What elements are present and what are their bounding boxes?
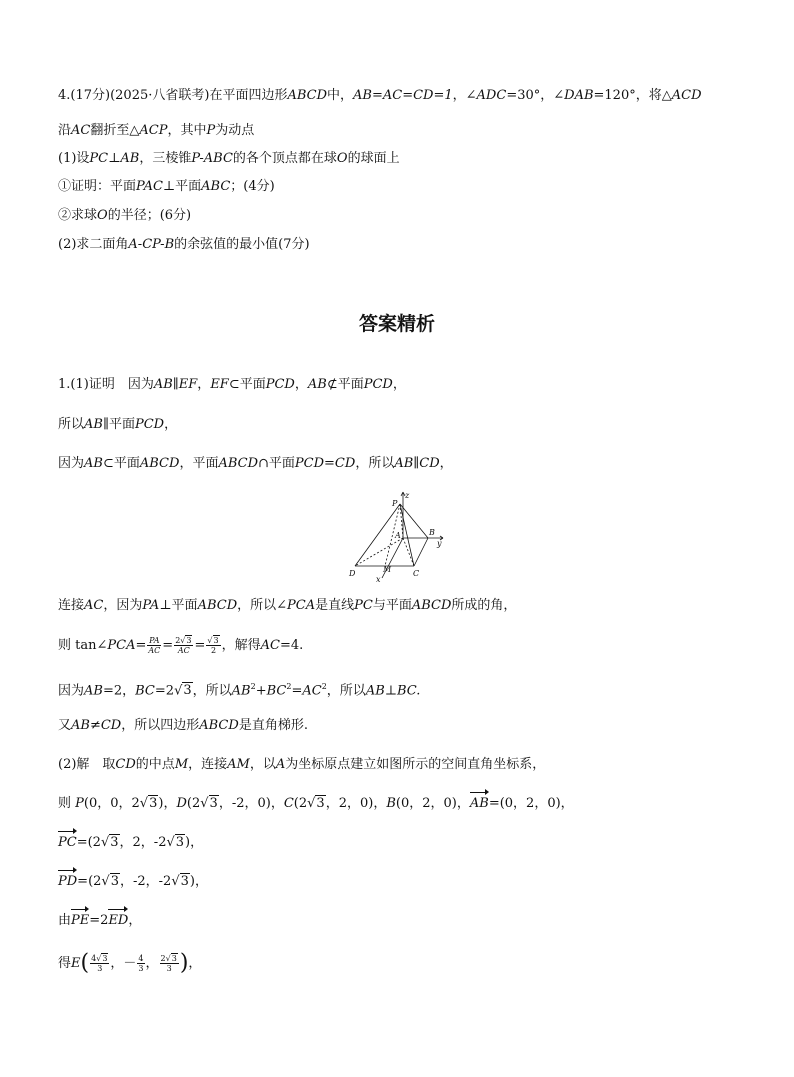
math-text: ABCD — [287, 88, 328, 103]
math-text: ABCD — [199, 718, 239, 733]
text: ，所以 — [192, 683, 232, 699]
text: ，所以∠ — [237, 598, 288, 613]
radicand: 3 — [213, 636, 219, 645]
math-text: AB=AC=CD=1 — [353, 88, 453, 103]
radicand: 3 — [316, 796, 325, 811]
math-text: AB⊄ — [307, 377, 338, 392]
text: =4. — [279, 638, 304, 653]
math-text: AB∥EF — [153, 377, 198, 392]
label-d: D — [349, 569, 356, 578]
text: =(2 — [77, 874, 102, 889]
math-text: M — [174, 757, 189, 772]
text: (2 — [186, 796, 201, 811]
label-x: x — [376, 575, 381, 584]
text: ，连接 — [188, 757, 228, 772]
math-text: AB∥CD — [394, 456, 440, 471]
text: ②求球 — [58, 208, 98, 223]
text: 2 — [160, 954, 166, 963]
text: 平面 — [108, 417, 135, 432]
math-text: ABC — [201, 179, 231, 194]
text: (1)设 — [58, 151, 90, 166]
numerator: √3 — [207, 636, 219, 645]
math-text: AB∥ — [84, 417, 109, 432]
solution-line-8 — [58, 756, 545, 774]
math-text: AC — [260, 638, 280, 653]
problem-q2 — [58, 236, 310, 254]
math-text: AM — [227, 757, 250, 772]
math-text: C — [283, 796, 294, 811]
math-text: A — [275, 757, 286, 772]
text: 由 — [58, 913, 72, 928]
numerator: 2√3 — [160, 954, 177, 963]
text: ，以 — [249, 757, 276, 772]
text: (0，2，0)， — [395, 796, 470, 811]
text: 为坐标原点建立如图所示的空间直角坐标系， — [285, 757, 546, 772]
math-text: ACP — [139, 123, 168, 138]
problem-q1 — [58, 150, 400, 168]
text: (2)解 取 — [58, 757, 116, 772]
radicand: 3 — [180, 874, 189, 889]
radicand: 3 — [171, 954, 177, 963]
denominator: 3 — [166, 964, 172, 973]
solution-line-13 — [58, 950, 202, 976]
math-text: E — [71, 956, 81, 971]
text: 得 — [58, 956, 72, 971]
text: ，2，-2 — [119, 835, 167, 850]
text: 又 — [58, 718, 72, 733]
text: 为动点 — [215, 123, 255, 138]
text: 的余弦值的最小值(7分) — [174, 237, 310, 252]
numerator: 2√3 — [175, 636, 192, 645]
text: 4 — [91, 954, 97, 963]
math-text: ABCD∩ — [218, 456, 269, 471]
text: 与平面 — [372, 598, 412, 613]
numerator: 4 — [138, 954, 144, 963]
text: = — [135, 638, 147, 653]
text: ， — [145, 956, 159, 971]
text: = — [291, 683, 303, 699]
label-a: A — [395, 531, 401, 540]
edge-cb — [414, 538, 428, 566]
text: 平面 — [113, 456, 140, 471]
text: ，因为 — [103, 598, 143, 613]
label-p: P — [392, 499, 398, 508]
math-text: AC — [302, 683, 322, 699]
text: (2 — [293, 796, 308, 811]
math-text: O — [336, 151, 348, 166]
label-y: y — [437, 539, 442, 548]
left-paren: ( — [80, 950, 90, 976]
text: ，解得 — [221, 638, 261, 653]
solution-line-2 — [58, 416, 177, 434]
math-text: PA — [142, 598, 160, 613]
math-text: PCD — [265, 377, 295, 392]
text: 连接 — [58, 598, 85, 613]
math-text: PCD — [134, 417, 165, 432]
math-text: ABCD — [411, 598, 452, 613]
math-text: PAC — [136, 179, 163, 194]
math-text: EF⊂ — [210, 377, 240, 392]
text: 是直线 — [315, 598, 355, 613]
text: 中， — [327, 88, 354, 103]
radicand: 3 — [102, 954, 108, 963]
text: ，所以四边形 — [121, 718, 200, 733]
text: 则 tan∠ — [58, 638, 108, 653]
math-text: ABCD — [197, 598, 238, 613]
fraction — [206, 636, 220, 655]
vector-pc: PC — [58, 835, 77, 850]
text: 平面 — [337, 377, 364, 392]
text: 平面 — [239, 377, 266, 392]
text: ， — [392, 377, 406, 392]
numerator: 4√3 — [91, 954, 108, 963]
text: =2 — [89, 913, 109, 928]
text: ；(4分) — [230, 179, 275, 194]
text: 因为 — [58, 683, 85, 699]
text: =2 — [154, 683, 175, 699]
solution-line-3 — [58, 455, 453, 473]
vector-pd: PD — [58, 874, 78, 889]
radicand: 3 — [110, 835, 119, 850]
math-text: DAB — [564, 88, 594, 103]
text: = — [194, 638, 206, 653]
math-text: AB⊥BC. — [365, 683, 421, 699]
text: 的各个顶点都在球 — [232, 151, 337, 166]
text: =(2 — [76, 835, 101, 850]
fraction — [147, 636, 161, 655]
math-text: AB — [231, 683, 251, 699]
solution-line-11: PD=(2√3，-2，-2√3)， — [58, 874, 208, 889]
radicand: 3 — [186, 636, 192, 645]
text: ，所以 — [326, 683, 366, 699]
text: 是直角梯形. — [238, 718, 308, 733]
math-text: AB≠CD — [71, 718, 122, 733]
problem-line-1 — [58, 87, 702, 105]
denominator: 2 — [210, 646, 217, 655]
math-text: PCA — [107, 638, 136, 653]
math-text: A-CP-B — [128, 237, 175, 252]
radicand: 3 — [175, 835, 185, 850]
text: 的中点 — [135, 757, 175, 772]
text: ， — [197, 377, 211, 392]
math-text: B — [386, 796, 396, 811]
problem-header: 4.(17分)(2025·八省联考)在平面四边形 — [58, 88, 288, 103]
text: =30°，∠ — [506, 88, 565, 103]
vector-pe: PE — [71, 913, 90, 928]
problem-q1-1 — [58, 178, 275, 196]
text: ①证明：平面 — [58, 179, 137, 194]
text: ， — [164, 417, 178, 432]
radicand: 3 — [110, 874, 119, 889]
math-text: ABCD — [139, 456, 180, 471]
exponent: 2 — [286, 682, 292, 691]
math-text: PCD=CD — [294, 456, 356, 471]
fraction — [174, 636, 193, 655]
text: =120°，将△ — [593, 88, 672, 103]
solution-line-12 — [58, 912, 141, 930]
math-text: AB — [120, 151, 140, 166]
problem-line-2 — [58, 122, 254, 140]
exponent: 2 — [321, 682, 327, 691]
text: ，平面 — [179, 456, 219, 471]
answer-title: 答案精析 — [358, 313, 435, 335]
text: 所以 — [58, 417, 85, 432]
pyramid-figure — [345, 490, 450, 584]
fraction — [160, 954, 179, 973]
edge-pc — [400, 504, 414, 566]
math-text: AB⊂ — [84, 456, 114, 471]
fraction — [137, 954, 144, 973]
text: ， — [188, 956, 202, 971]
math-text: PC — [89, 151, 109, 166]
text: 的球面上 — [347, 151, 400, 166]
math-text: PCA — [287, 598, 316, 613]
solution-line-1 — [58, 376, 406, 394]
text: =(0，2，0)， — [488, 796, 574, 811]
solution-line-4 — [58, 597, 516, 615]
text: 因为 — [58, 456, 85, 471]
math-text: O — [97, 208, 108, 223]
math-text: D — [176, 796, 187, 811]
denominator: AC — [177, 646, 190, 655]
text: 翻折至△ — [90, 123, 140, 138]
text: ，2，0)， — [325, 796, 387, 811]
text: + — [255, 683, 267, 699]
math-text: BC — [135, 683, 155, 699]
text: ⊥平面 — [162, 179, 202, 194]
text: ，－ — [110, 956, 137, 971]
text: ，∠ — [452, 88, 477, 103]
label-m: M — [383, 565, 392, 574]
vector-ab: AB — [469, 796, 489, 811]
label-b: B — [429, 528, 435, 537]
text: = — [162, 638, 174, 653]
text: =2， — [102, 683, 136, 699]
text: ⊥ — [108, 151, 121, 166]
text: ，三棱锥 — [139, 151, 192, 166]
text: )， — [189, 874, 208, 889]
label-z: z — [405, 491, 410, 500]
math-text: P — [75, 796, 84, 811]
text: )， — [158, 796, 177, 811]
solution-line-5 — [58, 636, 303, 655]
text: 的半径；(6分) — [107, 208, 192, 223]
solution-line-9: 则 P(0，0，2√3)，D(2√3，-2，0)，C(2√3，2，0)，B(0，2，0)，AB=(0，2，0)， — [58, 796, 574, 811]
numerator: PA — [149, 636, 160, 645]
text: (2)求二面角 — [58, 237, 129, 252]
text: 所成的角， — [451, 598, 517, 613]
math-text: AC — [84, 598, 104, 613]
text: ，所以 — [355, 456, 395, 471]
text: (0，0，2 — [83, 796, 140, 811]
text: ，-2，-2 — [120, 874, 172, 889]
math-text: P-ABC — [191, 151, 233, 166]
radicand: 3 — [183, 683, 192, 699]
math-text: AB — [84, 683, 103, 699]
label-c: C — [413, 569, 420, 578]
solution-line-10: PC=(2√3，2，-2√3)， — [58, 835, 204, 850]
math-text: BC — [266, 683, 287, 699]
text: 沿 — [58, 123, 72, 138]
text: 1.(1)证明 因为 — [58, 377, 154, 392]
solution-line-6: 因为AB=2，BC=2√3，所以$AB^2+BC^2=AC^2$，所以AB⊥BC. — [58, 682, 421, 699]
radicand: 3 — [209, 796, 218, 811]
math-text: CD — [115, 757, 136, 772]
text: 2 — [175, 636, 181, 645]
exponent: 2 — [250, 682, 256, 691]
text: 平面 — [268, 456, 295, 471]
denominator: AC — [148, 646, 161, 655]
solution-line-7 — [58, 717, 308, 735]
text: ⊥平面 — [159, 598, 198, 613]
radicand: 3 — [149, 796, 158, 811]
text: 则 — [58, 796, 72, 811]
math-text: PC — [354, 598, 373, 613]
text: ，其中 — [167, 123, 207, 138]
text: ， — [128, 913, 142, 928]
math-text: PCD — [363, 377, 393, 392]
text: ， — [294, 377, 308, 392]
vector-ed: ED — [108, 913, 129, 928]
math-text: ADC — [476, 88, 507, 103]
fraction — [90, 954, 109, 973]
text: ，-2，0)， — [218, 796, 284, 811]
math-text: ACD — [671, 88, 702, 103]
denominator: 3 — [97, 964, 103, 973]
text: ， — [439, 456, 453, 471]
denominator: 3 — [138, 964, 144, 973]
text: )， — [185, 835, 204, 850]
math-text: P — [206, 123, 216, 138]
math-text: AC — [71, 123, 91, 138]
problem-q1-2 — [58, 207, 191, 225]
right-paren: ) — [179, 950, 189, 976]
